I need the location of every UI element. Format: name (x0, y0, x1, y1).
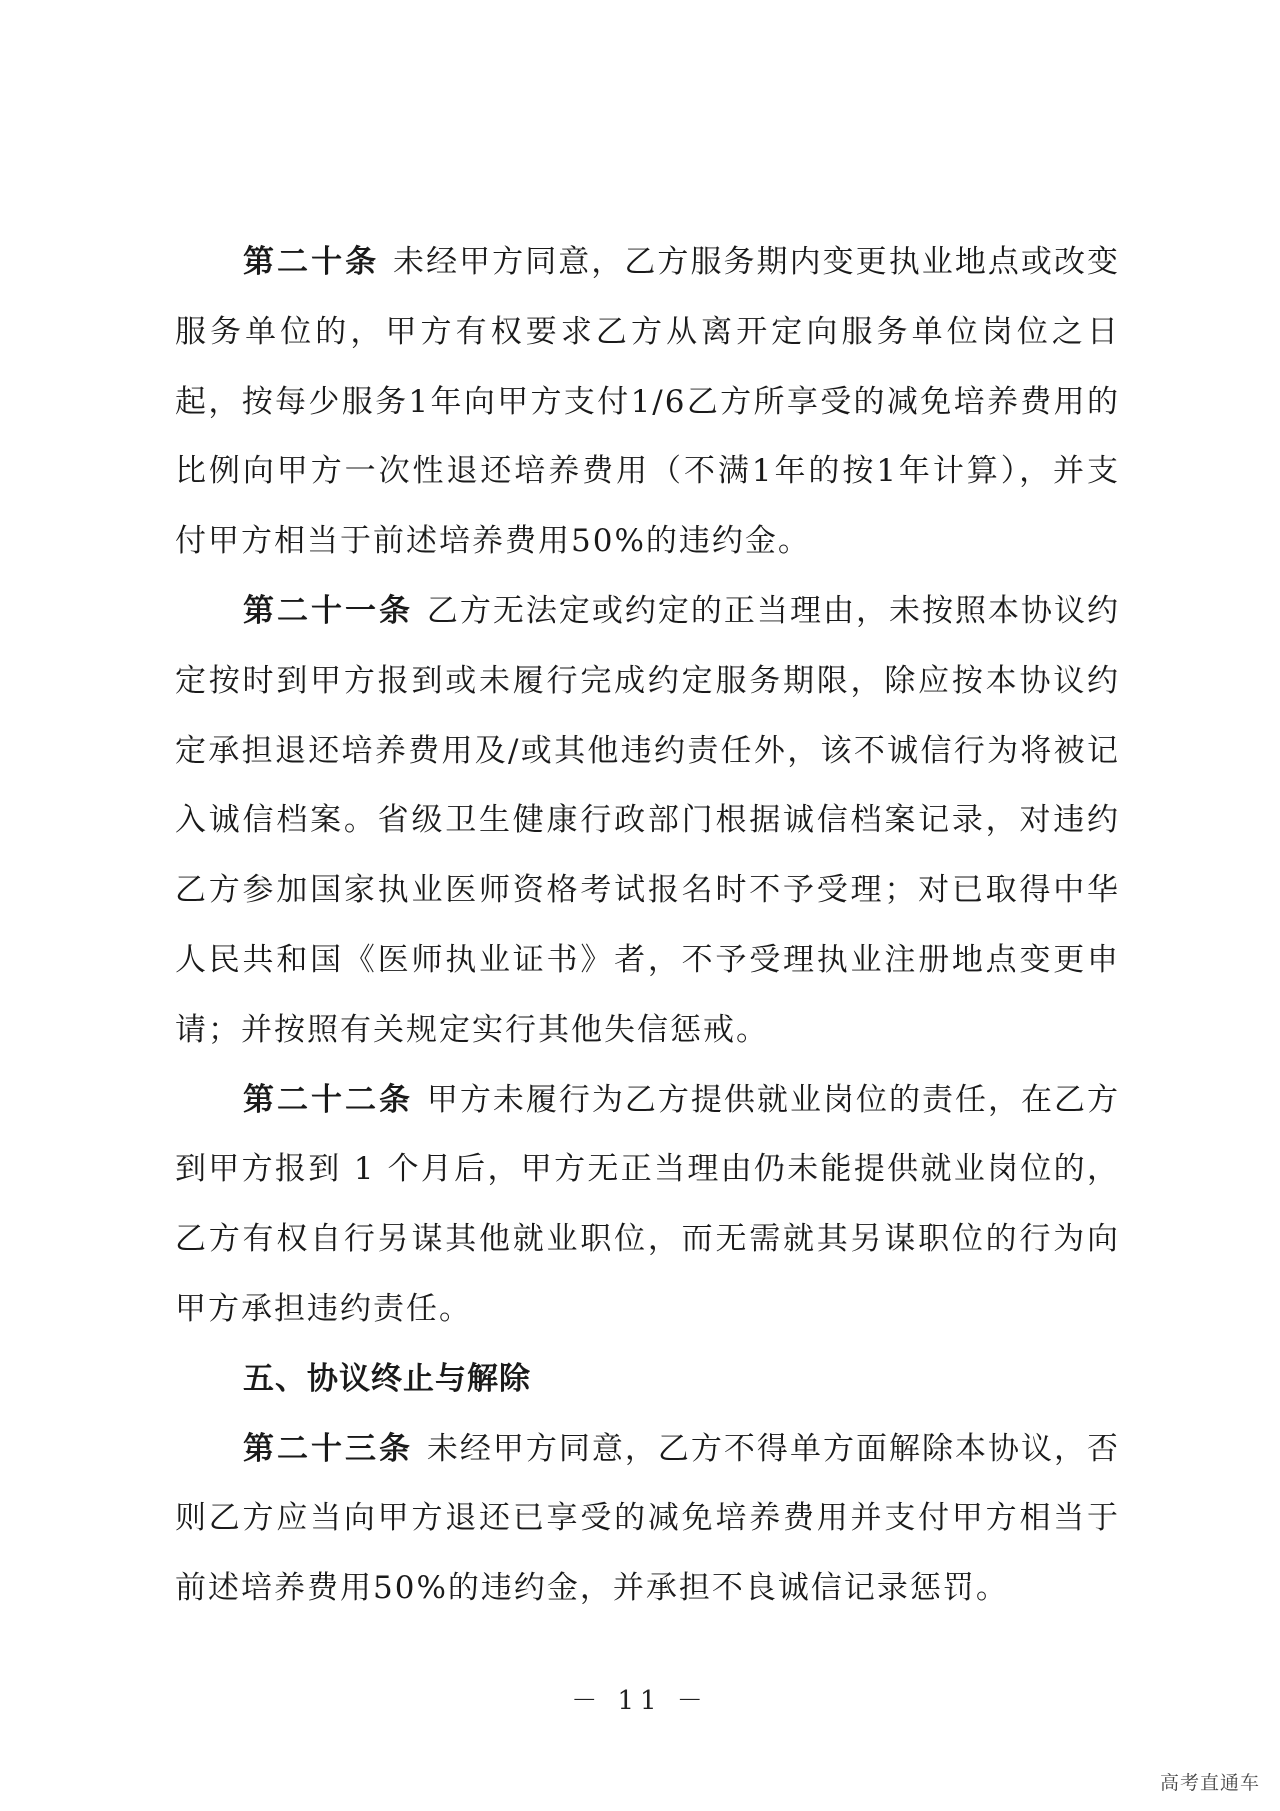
article-number: 第二十一条 (243, 592, 414, 629)
article-22 (175, 1066, 1120, 1345)
article-number: 第二十三条 (243, 1430, 414, 1467)
article-number: 第二十二条 (243, 1081, 414, 1118)
article-text: 乙方无法定或约定的正当理由，未按照本协议约定按时到甲方报到或未履行完成约定服务期限，除应按本协议约定承担退还培养费用及/或其他违约责任外，该不诚信行为将被记入诚信档案。省级卫生健康行政部门根据诚信档案记录，对违约乙方参加国家执业医师资格考试报名时不予受理；对已取得中华人民共和国《医师执业证书》者，不予受理执业注册地点变更申请；并按照有关规定实行其他失信惩戒。 (175, 592, 1121, 1048)
article-text: 未经甲方同意，乙方服务期内变更执业地点或改变服务单位的，甲方有权要求乙方从离开定向服务单位岗位之日起，按每少服务1年向甲方支付1/6乙方所享受的减免培养费用的比例向甲方一次性退还培养费用（不满1年的按1年计算），并支付甲方相当于前述培养费用50%的违约金。 (175, 244, 1121, 560)
page-number: － 11 － (571, 1686, 709, 1716)
watermark: 高考直通车 (1159, 1772, 1260, 1794)
section-heading: 五、协议终止与解除 (243, 1360, 531, 1397)
article-text: 未经甲方同意，乙方不得单方面解除本协议，否则乙方应当向甲方退还已享受的减免培养费用并支付甲方相当于前述培养费用50%的违约金，并承担不良诚信记录惩罚。 (175, 1430, 1121, 1607)
article-23 (175, 1415, 1120, 1624)
article-number: 第二十条 (243, 244, 380, 280)
article-text: 甲方未履行为乙方提供就业岗位的责任，在乙方到甲方报到 1 个月后，甲方无正当理由仍未能提供就业岗位的，乙方有权自行另谋其他就业职位，而无需就其另谋职位的行为向甲方承担违约责任。 (175, 1081, 1121, 1327)
document-body (175, 228, 1120, 1624)
article-21 (175, 577, 1120, 1066)
article-20 (175, 228, 1120, 577)
